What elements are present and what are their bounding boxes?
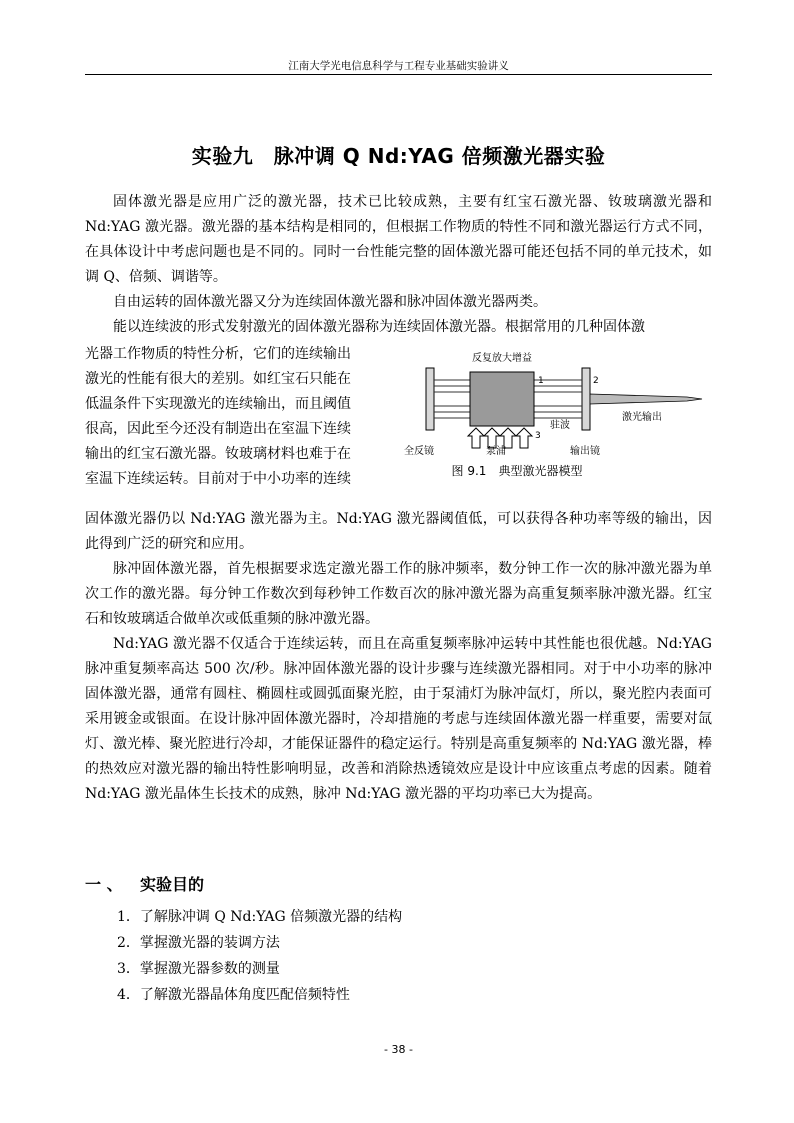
list-item: 2．掌握激光器的装调方法 [117,935,280,951]
wrapped-line: 激光的性能有很大的差别。如红宝石只能在 [85,371,351,387]
intro-block [85,190,712,340]
standing-wave-label: 驻波 [550,420,570,431]
page-number: - 38 - [384,1043,413,1056]
label-3: 3 [535,431,541,441]
full-mirror-left [426,368,434,430]
paragraph-3-rest: 固体激光器仍以 Nd:YAG 激光器为主。Nd:YAG 激光器阈值低，可以获得各种功率等级的输出，因此得到广泛的研究和应用。 [85,511,712,552]
header-rule [85,74,712,75]
wrapped-line: 很高，因此至今还没有制造出在室温下连续 [85,421,351,437]
page-title: 实验九 脉冲调 Q Nd:YAG 倍频激光器实验 [191,144,606,168]
section-heading [85,872,204,895]
wrapped-line: 输出的红宝石激光器。钕玻璃材料也难于在 [85,446,351,462]
label-2: 2 [593,376,599,386]
wrapped-line: 室温下连续运转。目前对于中小功率的连续 [85,471,351,487]
output-mirror-right [582,368,590,430]
main-text-block [85,507,712,807]
paragraph-3-first-line: 能以连续波的形式发射激光的固体激光器称为连续固体激光器。根据常用的几种固体激 [113,319,645,335]
objectives-list [117,904,402,1008]
section-number: 一 、 [85,875,123,894]
full-mirror-label: 全反镜 [404,446,434,457]
gain-medium [470,372,534,426]
pump-arrows [468,428,532,448]
wrapped-text-block [85,342,385,492]
pump-label: 泵浦 [486,446,506,457]
wrapped-line: 光器工作物质的特性分析，它们的连续输出 [85,346,351,362]
paragraph-5: Nd:YAG 激光器不仅适合于连续运转，而且在高重复频率脉冲运转中其性能也很优越。Nd:YAG 脉冲重复频率高达 500 次/秒。脉冲固体激光器的设计步骤与连续激光器相同。对于中小功率的脉冲固体激光器，通常有圆柱、椭圆柱或圆弧面聚光腔，由于泵浦灯为脉冲氙灯，所以，聚光腔内表面可采用镀金或银面。在设计脉冲固体激光器时，冷却措施的考虑与连续固体激光器一样重要，需要对氙灯、激光棒、聚光腔进行冷却，才能保证器件的稳定运行。特别是高重复频率的 Nd:YAG 激光器，棒的热效应对激光器的输出特性影响明显，改善和消除热透镜效应是设计中应该重点考虑的因素。随着 Nd:YAG 激光晶体生长技术的成熟，脉冲 Nd:YAG 激光器的平均功率已大为提高。 [85,636,712,802]
running-header: 江南大学光电信息科学与工程专业基础实验讲义 [288,60,509,72]
laser-output-label: 激光输出 [622,412,662,423]
paragraph-4: 脉冲固体激光器，首先根据要求选定激光器工作的脉冲频率，数分钟工作一次的脉冲激光器为单次工作的激光器。每分钟工作数次到每秒钟工作数百次的脉冲激光器为高重复频率脉冲激光器。红宝石和钕玻璃适合做单次或低重频的脉冲激光器。 [85,561,712,627]
list-item: 4．了解激光器晶体角度匹配倍频特性 [117,987,350,1003]
gain-label: 反复放大增益 [472,353,532,364]
output-mirror-label: 输出镜 [570,446,600,457]
paragraph-2: 自由运转的固体激光器又分为连续固体激光器和脉冲固体激光器两类。 [113,294,547,310]
list-item: 1．了解脉冲调 Q Nd:YAG 倍频激光器的结构 [117,909,403,925]
output-beam-arrow [590,394,702,404]
label-1: 1 [538,376,544,386]
paragraph-1: 固体激光器是应用广泛的激光器，技术已比较成熟，主要有红宝石激光器、钕玻璃激光器和 Nd:YAG 激光器。激光器的基本结构是相同的，但根据工作物质的特性不同和激光器运行方式不同，在具体设计中考虑问题也是不同的。同时一台性能完整的固体激光器可能还包括不同的单元技术，如调 Q、倍频、调谐等。 [85,194,712,285]
figure-caption: 图 9.1 典型激光器模型 [451,464,583,478]
list-item: 3．掌握激光器参数的测量 [117,961,280,977]
wrapped-line: 低温条件下实现激光的连续输出，而且阈值 [85,396,351,412]
section-title: 实验目的 [140,875,205,894]
